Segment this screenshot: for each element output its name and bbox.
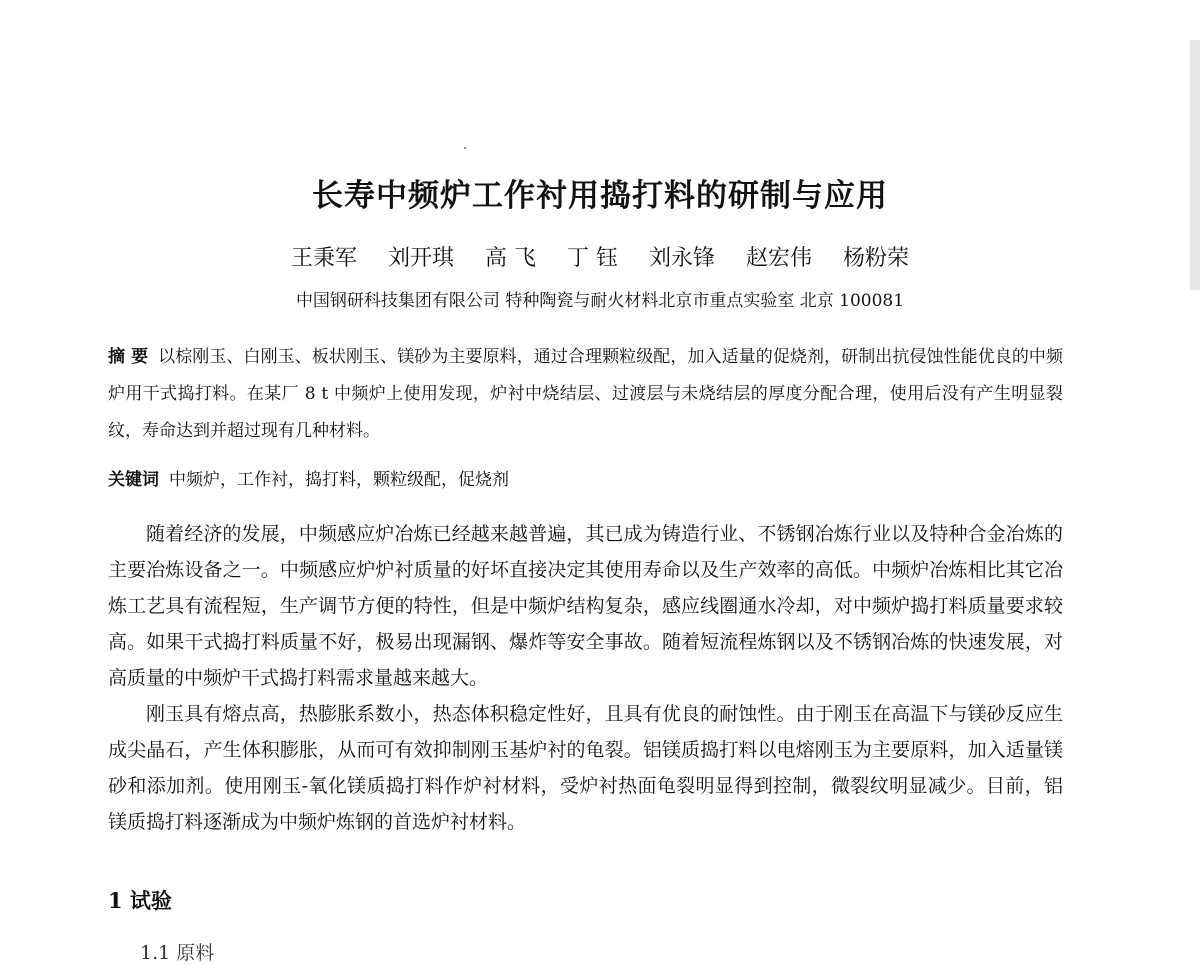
body-paragraph: 随着经济的发展，中频感应炉冶炼已经越来越普遍，其已成为铸造行业、不锈钢冶炼行业以及特种合金冶炼的主要冶炼设备之一。中频感应炉炉衬质量的好坏直接决定其使用寿命以及生产效率的高低。中频炉冶炼相比其它冶炼工艺具有流程短，生产调节方便的特性，但是中频炉结构复杂，感应线圈通水冷却，对中频炉捣打料质量要求较高。如果干式捣打料质量不好，极易出现漏钢、爆炸等安全事故。随着短流程炼钢以及不锈钢冶炼的快速发展，对高质量的中频炉干式捣打料需求量越来越大。	[108, 523, 1063, 689]
body-paragraph: 刚玉具有熔点高，热膨胀系数小，热态体积稳定性好，且具有优良的耐蚀性。由于刚玉在高温下与镁砂反应生成尖晶石，产生体积膨胀，从而可有效抑制刚玉基炉衬的龟裂。铝镁质捣打料以电熔刚玉为主要原料，加入适量镁砂和添加剂。使用刚玉-氧化镁质捣打料作炉衬材料，受炉衬热面龟裂明显得到控制，微裂纹明显减少。目前，铝镁质捣打料逐渐成为中频炉炼钢的首选炉衬材料。	[108, 703, 1063, 833]
author-name: 刘开琪	[387, 246, 454, 271]
body-text	[108, 516, 1063, 840]
author-list	[0, 241, 1200, 272]
scan-speck	[464, 147, 466, 149]
abstract	[108, 339, 1063, 450]
paper-title: 长寿中频炉工作衬用捣打料的研制与应用	[312, 178, 888, 214]
abstract-text: 以棕刚玉、白刚玉、板状刚玉、镁砂为主要原料，通过合理颗粒级配，加入适量的促烧剂，研制出抗侵蚀性能优良的中频炉用干式捣打料。在某厂 8 t 中频炉上使用发现，炉衬中烧结层、过渡层与未烧结层的厚度分配合理，使用后没有产生明显裂纹，寿命达到并超过现有几种材料。	[108, 347, 1064, 441]
abstract-label: 摘 要	[108, 347, 149, 367]
affiliation: 中国钢研科技集团有限公司 特种陶瓷与耐火材料北京市重点实验室 北京 100081	[295, 291, 905, 311]
author-name: 丁 钰	[566, 246, 618, 271]
keywords-text: 中频炉，工作衬，捣打料，颗粒级配，促烧剂	[169, 470, 509, 490]
keywords	[108, 465, 509, 490]
author-name: 高 飞	[484, 246, 536, 271]
author-name: 杨粉荣	[843, 246, 910, 271]
author-name: 刘永锋	[648, 246, 715, 271]
author-name: 赵宏伟	[746, 246, 813, 271]
keywords-label: 关键词	[108, 470, 159, 490]
subsection-heading-cut: 1.1 原料	[140, 942, 215, 964]
section-heading: 1 试验	[108, 888, 172, 913]
author-name: 王秉军	[290, 246, 357, 271]
